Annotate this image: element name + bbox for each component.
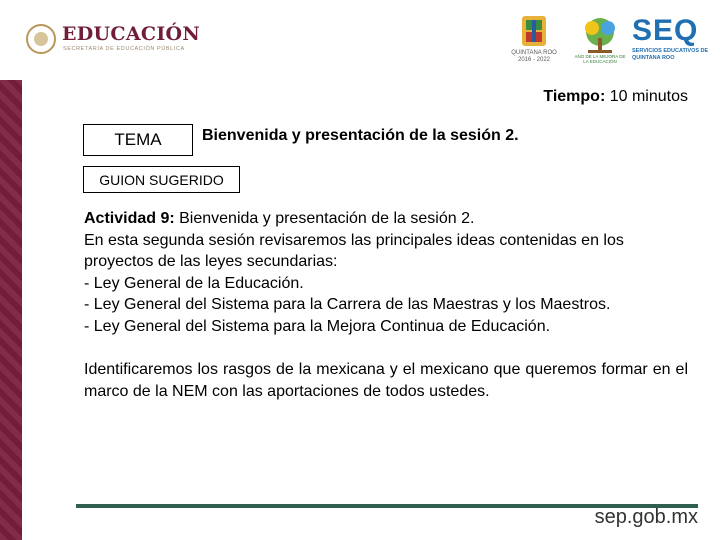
brand-title: EDUCACIÓN xyxy=(62,23,201,45)
footer-url: sep.gob.mx xyxy=(594,506,698,528)
list-item: - Ley General de la Educación. xyxy=(84,274,304,292)
guion-label-box: GUION SUGERIDO xyxy=(83,166,240,193)
seq-title: SEQ xyxy=(632,14,699,47)
activity-intro: En esta segunda sesión revisaremos las principales ideas contenidas en los proyectos de las leyes secundarias: xyxy=(84,231,624,270)
seq-subtitle: SERVICIOS EDUCATIVOS DE QUINTANA ROO xyxy=(632,48,709,61)
list-item: - Ley General del Sistema para la Carrera de las Maestras y los Maestros. xyxy=(84,296,611,313)
qroo-text: QUINTANA ROO 2016 - 2022 xyxy=(511,50,557,63)
activity-closing: Identificaremos los rasgos de la mexicana y el mexicano que queremos formar en el marco de la NEM con las aportaciones de todos ustedes. xyxy=(84,361,688,400)
decorative-sidebar xyxy=(0,80,22,540)
list-item: - Ley General del Sistema para la Mejora Continua de Educación. xyxy=(84,317,551,335)
tiempo-value: 10 minutos xyxy=(609,88,688,105)
tiempo-line xyxy=(543,88,688,106)
tema-label-box: TEMA xyxy=(83,124,193,156)
activity-label: Actividad 9: xyxy=(84,210,175,227)
tiempo-label: Tiempo: xyxy=(543,88,606,105)
tree-text: AÑO DE LA MEJORA DE LA EDUCACIÓN xyxy=(574,54,626,64)
header xyxy=(0,0,720,80)
coat-of-arms-icon xyxy=(26,24,56,54)
activity-heading xyxy=(84,208,688,230)
activity-body xyxy=(84,208,688,402)
activity-title: Bienvenida y presentación de la sesión 2. xyxy=(174,210,475,227)
brand-subtitle: SECRETARÍA DE EDUCACIÓN PÚBLICA xyxy=(63,46,185,52)
tema-title: Bienvenida y presentación de la sesión 2. xyxy=(202,127,519,144)
